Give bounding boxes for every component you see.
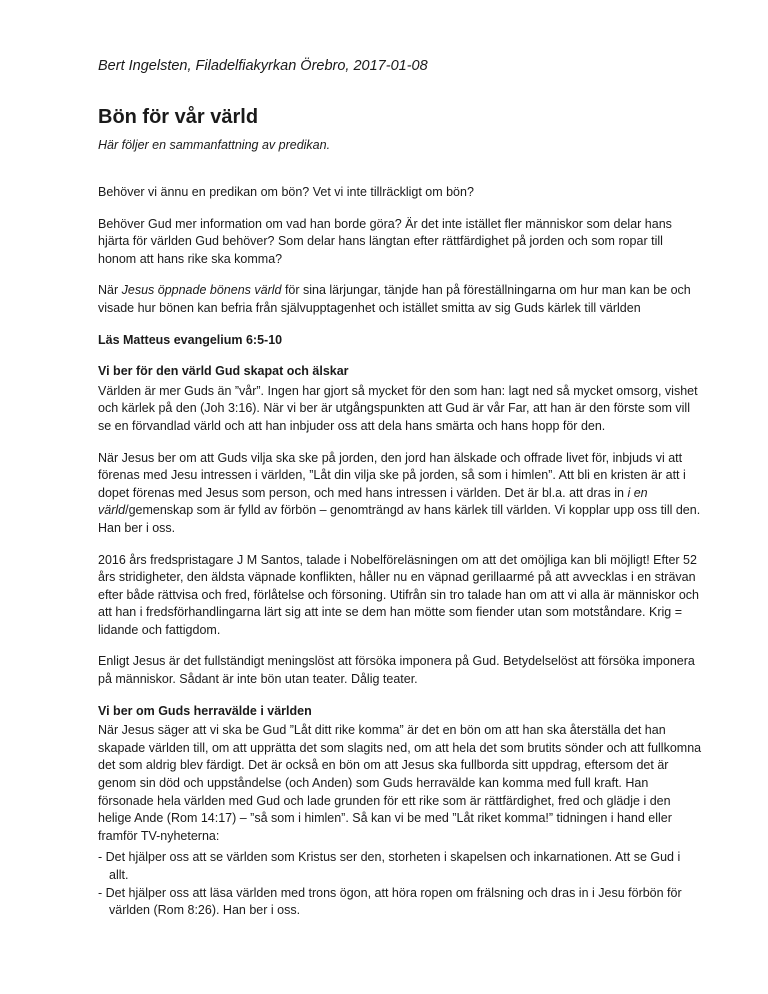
intro-paragraph-3 <box>98 282 702 317</box>
list-item: - Det hjälper oss att läsa världen med trons ögon, att höra ropen om frälsning och dras in i Jesu förbön för världen (Rom 8:26). Han ber i oss. <box>98 885 682 918</box>
document-title: Bön för vår värld <box>98 106 259 128</box>
intro-paragraph-3-before: När <box>98 283 122 298</box>
section-1-paragraph-2-before: När Jesus ber om att Guds vilja ska ske på jorden, den jord han älskade och offrade livet för, inbjuds vi att förenas med Jesu intressen i världen, ”Låt din vilja ske på jorden, så som i himlen”. Att bli en kristen är att i dopet förenas med Jesus som person, och med hans intressen i världen. Det är bl.a. att dras in <box>98 450 686 500</box>
section-1-paragraph-2-emphasis: i en värld <box>98 485 648 518</box>
section-1-heading: Vi ber för den värld Gud skapat och älskar <box>98 364 349 379</box>
intro-paragraph-1: Behöver vi ännu en predikan om bön? Vet vi inte tillräckligt om bön? <box>98 185 474 199</box>
section-1-paragraph-3: 2016 års fredspristagare J M Santos, talade i Nobelföreläsningen om att det omöjliga kan bli möjligt! Efter 52 års stridigheter, den äldsta väpnade konflikten, håller nu en väpnad gerillaarmé på att avvecklas i en strävan efter både rättvisa och fred, förlåtelse och försoning. Utifrån sin tro talade han om att vi alla är människor och att han i fredsförhandlingarna lärt sig att inte se dem han mötte som fiender utan som motståndare. Krig = lidande och fattigdom. <box>98 552 700 637</box>
section-2-heading: Vi ber om Guds herravälde i världen <box>98 703 312 718</box>
document-subtitle: Här följer en sammanfattning av predikan. <box>98 138 331 152</box>
byline: Bert Ingelsten, Filadelfiakyrkan Örebro, 2017-01-08 <box>98 58 428 74</box>
section-1-paragraph-2 <box>98 450 702 538</box>
section-2-paragraph-1: När Jesus säger att vi ska be Gud ”Låt ditt rike komma” är det en bön om att han ska återställa det han skapade världen till, om att upprätta det som slagits ned, om att hela det som brutits sönder och att fullkomna det som aldrig blev färdigt. Det är också en bön om att Jesus ska fullborda sitt uppdrag, eftersom det är genom sin död och uppståndelse (och Anden) som Guds herravälde kan komma med full kraft. Han försonade hela världen med Gud och lade grunden för ett rike som är rättfärdighet, fred och glädje i den helige Ande (Rom 14:17) – ”så som i himlen”. Så kan vi be med ”Låt riket komma!” tidningen i hand eller framför TV-nyheterna: <box>98 723 702 843</box>
section-1-paragraph-4: Enligt Jesus är det fullständigt meningslöst att försöka imponera på Gud. Betydelselöst att försöka imponera på människor. Sådant är inte bön utan teater. Dålig teater. <box>98 654 695 687</box>
reading-reference: Läs Matteus evangelium 6:5-10 <box>98 332 283 347</box>
section-1-paragraph-2-after: /gemenskap som är fylld av förbön – genomträngd av hans kärlek till världen. Vi kopplar upp oss till den. Han ber i oss. <box>98 503 701 535</box>
intro-paragraph-3-after: för sina lärjungar, tänjde han på föreställningarna om hur man kan be och visade hur bönen kan befria från självupptagenhet och istället smitta av sig Guds kärlek till världen <box>98 283 691 315</box>
intro-paragraph-3-emphasis: Jesus öppnade bönens värld <box>121 283 282 298</box>
section-2-list <box>98 849 702 919</box>
list-item: - Det hjälper oss att se världen som Kristus ser den, storheten i skapelsen och inkarnationen. Att se Gud i allt. <box>98 850 681 882</box>
intro-paragraph-2: Behöver Gud mer information om vad han borde göra? Är det inte istället fler människor som delar hans hjärta för världen Gud behöver? Som delar hans längtan efter rättfärdighet på jorden och som ropar till honom att hans rike ska komma? <box>98 216 672 266</box>
section-1-paragraph-1: Världen är mer Guds än ”vår”. Ingen har gjort så mycket för den som han: lagt ned så mycket omsorg, vishet och kärlek på den (Joh 3:16). När vi ber är utgångspunkten att Gud är vår Far, att han är den förste som vill se en förvandlad värld och att han inbjuder oss att dela hans smärta och hans hopp för den. <box>98 383 698 433</box>
